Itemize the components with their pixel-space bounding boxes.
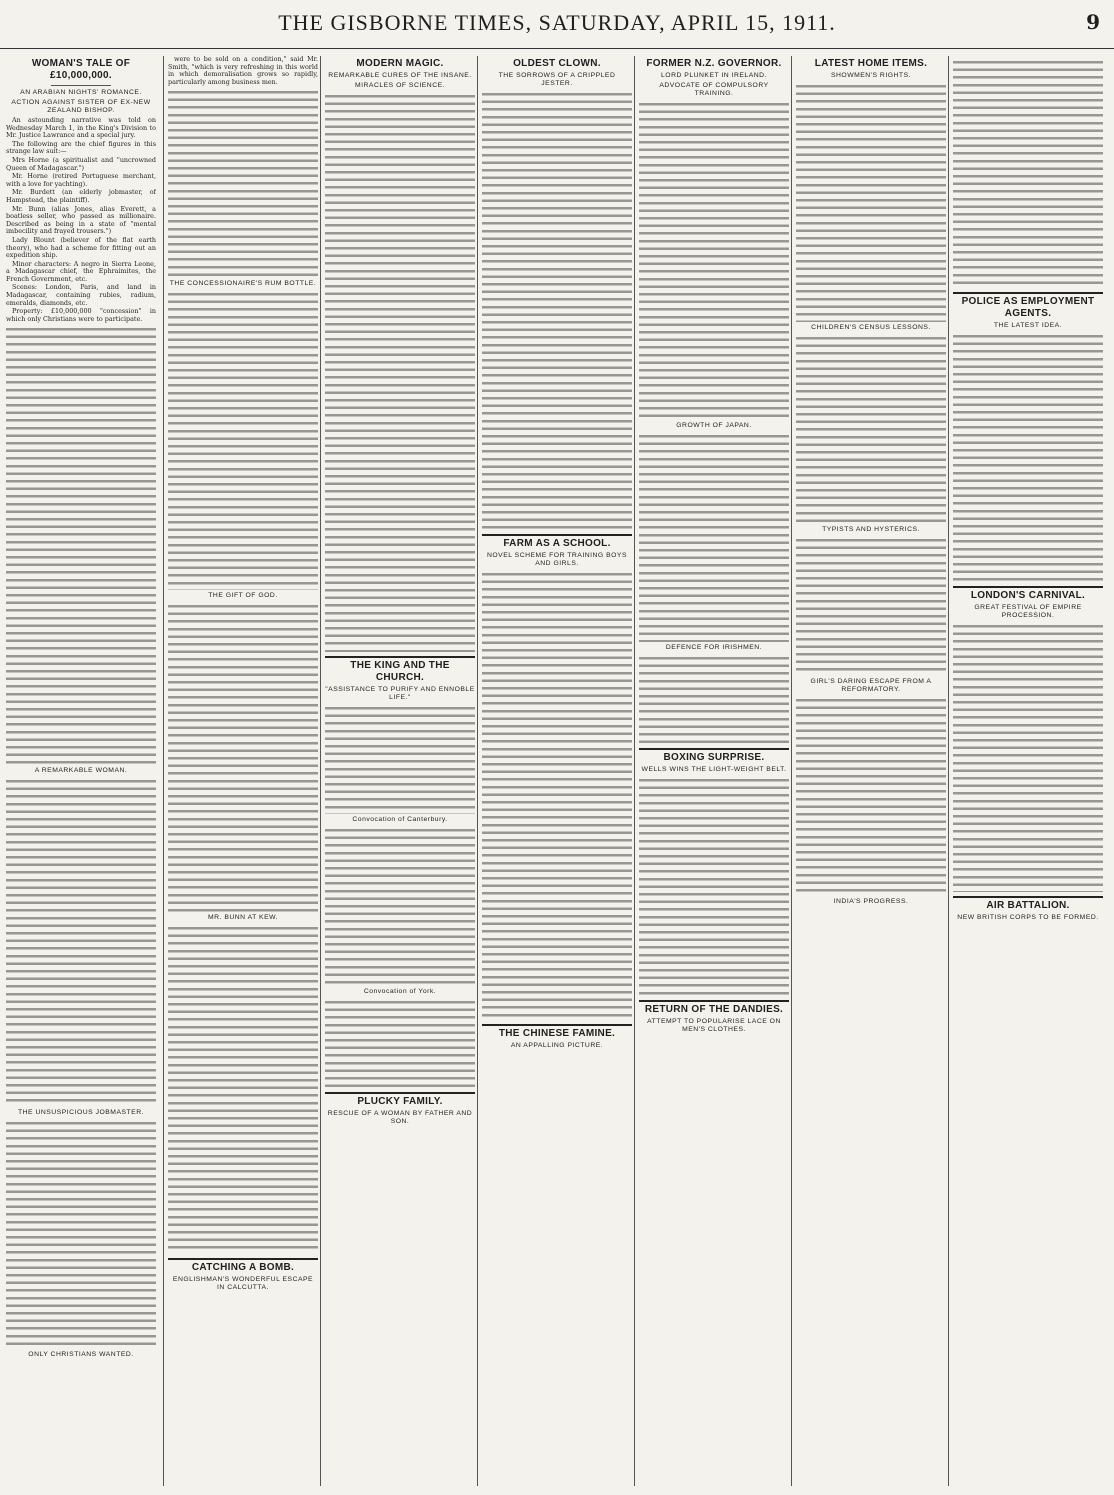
article-paragraph: Minor characters: A negro in Sierra Leone, a Madagascar chief, the Ephraimites, the French Government, etc. [6, 259, 156, 283]
subhead-convocation-york: Convocation of York. [363, 988, 437, 995]
body-text-block [953, 58, 1103, 288]
article-paragraph: The following are the chief figures in this strange law suit:— [6, 139, 156, 156]
article-paragraph: Mrs Horne (a spiritualist and "uncrowned Queen of Madagascar.") [6, 155, 156, 172]
subhead-remarkable-woman: A REMARKABLE WOMAN. [34, 767, 128, 775]
body-text-block [639, 654, 789, 744]
subhead-appalling-picture: AN APPALLING PICTURE. [510, 1042, 604, 1049]
subhead-unsuspicious-jobmaster: THE UNSUSPICIOUS JOBMASTER. [17, 1109, 145, 1117]
body-text-block [953, 622, 1103, 892]
article-paragraph: Mr. Bunn (alias Jones, alias Everett, a boatless seller, who passed as millionaire. Described as being in a state of "mental imbecility and frayed trousers.") [6, 204, 156, 236]
body-text-block [796, 334, 946, 524]
body-text-block [639, 100, 789, 420]
article-paragraph: Scenes: London, Paris, and land in Madagascar, containing rubies, radium, emeralds, diamonds, etc. [6, 283, 156, 307]
subhead-cures-insane: REMARKABLE CURES OF THE INSANE. [328, 72, 472, 79]
body-text-block [482, 90, 632, 530]
subhead-purify-ennoble: "ASSISTANCE TO PURIFY AND ENNOBLE LIFE." [325, 686, 475, 701]
subhead-british-corps: NEW BRITISH CORPS TO BE FORMED. [957, 914, 1099, 921]
body-text-block [796, 536, 946, 676]
subhead-only-christians: ONLY CHRISTIANS WANTED. [28, 1351, 134, 1359]
headline-catching-bomb: CATCHING A BOMB. [191, 1262, 295, 1274]
body-text-block [639, 432, 789, 642]
headline-return-dandies: RETURN OF THE DANDIES. [644, 1004, 784, 1015]
headline-former-nz-governor: FORMER N.Z. GOVERNOR. [646, 58, 782, 69]
article-paragraph: Property: £10,000,000 "concession" in which only Christians were to participate. [6, 307, 156, 323]
column-2 [163, 56, 318, 1486]
subhead-growth-japan: GROWTH OF JAPAN. [676, 422, 752, 429]
body-text-block [6, 325, 156, 765]
subhead-defence-irishmen: DEFENCE FOR IRISHMEN. [665, 644, 763, 651]
body-text-block [796, 696, 946, 896]
article-paragraph: Mr. Burdett (an elderly jobmaster, of Hampstead, the plaintiff). [6, 188, 156, 204]
body-text-block [325, 998, 475, 1088]
article-paragraph: An astounding narrative was told on Wednesday March 1, in the King's Division to Mr. Justice Lawrance and a special jury. [6, 116, 156, 140]
headline-oldest-clown: OLDEST CLOWN. [513, 58, 601, 69]
body-text-block [168, 602, 318, 912]
headline-police-employment: POLICE AS EMPLOYMENT AGENTS. [961, 296, 1095, 319]
headline-air-battalion: AIR BATTALION. [986, 900, 1070, 911]
subhead-empire-procession: GREAT FESTIVAL OF EMPIRE PROCESSION. [974, 604, 1082, 619]
body-text-block [325, 704, 475, 814]
subhead-typists-hysterics: TYPISTS AND HYSTERICS. [822, 526, 920, 533]
subhead-wells-belt: WELLS WINS THE LIGHT-WEIGHT BELT. [641, 766, 787, 773]
subhead-miracles-science: MIRACLES OF SCIENCE. [354, 82, 446, 89]
subhead-rum-bottle: THE CONCESSIONAIRE'S RUM BOTTLE. [169, 280, 317, 288]
headline-londons-carnival: LONDON'S CARNIVAL. [970, 590, 1086, 601]
subhead-calcutta: ENGLISHMAN'S WONDERFUL ESCAPE IN CALCUTTA. [172, 1276, 314, 1292]
headline-chinese-famine: THE CHINESE FAMINE. [498, 1028, 616, 1039]
subhead-training-boys-girls: NOVEL SCHEME FOR TRAINING BOYS AND GIRLS. [486, 552, 627, 567]
body-text-block [168, 88, 318, 278]
body-text-block [6, 777, 156, 1107]
body-text-block [953, 332, 1103, 582]
article-paragraph: Lady Blount (believer of the flat earth theory), who had a scheme for fitting out an expedition ship. [6, 235, 156, 260]
body-text-block [796, 82, 946, 322]
subhead-reformatory-escape: GIRL'S DARING ESCAPE FROM A REFORMATORY. [810, 678, 932, 693]
body-text-block [325, 826, 475, 986]
subhead-gift-of-god: THE GIFT OF GOD. [208, 592, 278, 600]
headline-boxing-surprise: BOXING SURPRISE. [663, 752, 765, 763]
headline-latest-home-items: LATEST HOME ITEMS. [814, 58, 928, 69]
body-text-block [325, 92, 475, 652]
masthead [0, 0, 1114, 49]
column-4 [477, 56, 632, 1486]
subhead-bunn-at-kew: MR. BUNN AT KEW. [207, 914, 279, 922]
subhead-lace-clothes: ATTEMPT TO POPULARISE LACE ON MEN'S CLOTHES. [647, 1018, 781, 1033]
subhead-crippled-jester: THE SORROWS OF A CRIPPLED JESTER. [498, 72, 616, 87]
subhead-convocation-canterbury: Convocation of Canterbury. [352, 816, 448, 823]
page-number: 9 [1086, 10, 1100, 34]
subhead-showmens-rights: SHOWMEN'S RIGHTS. [830, 72, 912, 79]
column-3 [320, 56, 475, 1486]
body-text-block [168, 924, 318, 1254]
newspaper-page [6, 56, 1108, 1486]
headline-modern-magic: MODERN MAGIC. [356, 58, 444, 69]
subhead-action-against-sister: ACTION AGAINST SISTER OF EX-NEW ZEALAND BISHOP. [11, 99, 151, 114]
newspaper-title: THE GISBORNE TIMES, SATURDAY, APRIL 15, 1911. [278, 10, 836, 35]
article-paragraph: were to be sold on a condition," said Mr. Smith, "which is very refreshing in this world in which demoralisation grows so rapidly, particularly among business men. [168, 56, 318, 86]
column-1 [6, 56, 156, 1486]
headline-farm-school: FARM AS A SCHOOL. [503, 538, 611, 549]
subhead-compulsory-training: ADVOCATE OF COMPULSORY TRAINING. [659, 82, 769, 97]
subhead-indias-progress: INDIA'S PROGRESS. [833, 898, 909, 905]
subhead-lord-plunket: LORD PLUNKET IN IRELAND. [661, 72, 767, 79]
column-6 [791, 56, 946, 1486]
subhead-rescue-woman: RESCUE OF A WOMAN BY FATHER AND SON. [327, 1110, 473, 1125]
column-7 [948, 56, 1103, 1486]
body-text-block [639, 776, 789, 996]
subhead-arabian-nights: AN ARABIAN NIGHTS' ROMANCE. [20, 89, 142, 96]
body-text-block [482, 570, 632, 1020]
column-5 [634, 56, 789, 1486]
headline-king-and-church: THE KING AND THE CHURCH. [350, 660, 450, 683]
subhead-census-lessons: CHILDREN'S CENSUS LESSONS. [811, 324, 931, 331]
headline-womans-tale: WOMAN'S TALE OF £10,000,000. [31, 58, 131, 81]
body-text-block [168, 290, 318, 590]
body-text-block [6, 1119, 156, 1349]
article-paragraph: Mr. Horne (retired Portuguese merchant, with a love for yachting). [6, 172, 156, 188]
headline-plucky-family: PLUCKY FAMILY. [357, 1096, 443, 1107]
subhead-latest-idea: THE LATEST IDEA. [993, 322, 1063, 329]
